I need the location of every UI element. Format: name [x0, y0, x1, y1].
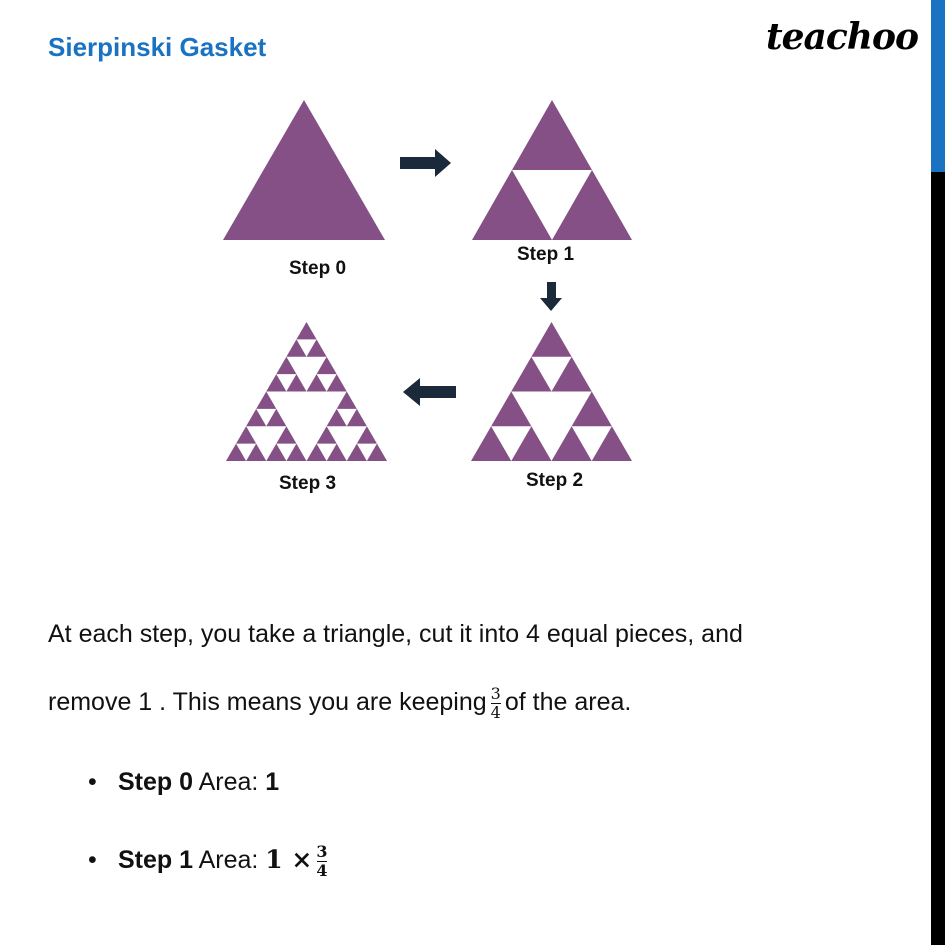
- arrow-right-icon: [400, 149, 451, 177]
- sub-triangle: [472, 170, 552, 240]
- sub-triangle: [256, 392, 276, 409]
- step-2-triangle: [471, 322, 632, 461]
- arrow-down-icon: [540, 282, 562, 311]
- sub-triangle: [226, 444, 246, 461]
- fraction-numerator: 3: [316, 842, 328, 861]
- sub-triangle: [266, 374, 286, 391]
- step-3-triangle: [226, 322, 387, 461]
- step-2-label: Step 2: [526, 470, 584, 491]
- sub-triangle: [276, 357, 296, 374]
- paragraph-line-1: At each step, you take a triangle, cut it into 4 equal pieces, and: [48, 620, 743, 648]
- step-1-triangle: [472, 100, 632, 240]
- step-0-label: Step 0: [289, 258, 347, 279]
- sub-triangle: [246, 444, 266, 461]
- sub-triangle: [266, 409, 286, 426]
- fraction-denominator: 4: [316, 861, 328, 880]
- bullet-step-0: • Step 0 Area: 1: [88, 768, 280, 796]
- bullet-value: 1: [265, 768, 280, 796]
- sub-triangle: [367, 444, 387, 461]
- fraction-three-quarters: [316, 843, 327, 880]
- sub-triangle: [531, 322, 571, 357]
- fraction-three-quarters: [491, 685, 501, 722]
- paragraph-line-2-end: of the area.: [504, 688, 632, 717]
- step-3-label: Step 3: [279, 473, 337, 494]
- sub-triangle: [512, 100, 592, 170]
- sub-triangle: [511, 357, 551, 392]
- bullet-step-1: • Step 1 Area: 1 × $\frac{3}{4}$: [88, 842, 328, 880]
- sub-triangle: [286, 374, 306, 391]
- sub-triangle: [347, 409, 367, 426]
- sub-triangle: [552, 357, 592, 392]
- step-0-triangle: [223, 100, 385, 240]
- sub-triangle: [552, 170, 632, 240]
- sub-triangle: [286, 339, 306, 356]
- sub-triangle: [236, 426, 256, 443]
- sub-triangle: [307, 444, 327, 461]
- sub-triangle: [296, 322, 316, 339]
- bullet-label: Step 0: [118, 768, 194, 796]
- sub-triangle: [491, 392, 531, 427]
- arrow-left-icon: [403, 378, 456, 406]
- sub-triangle: [471, 426, 511, 461]
- paragraph-line-2-start: remove 1 . This means you are keeping: [48, 688, 487, 717]
- sub-triangle: [223, 100, 385, 240]
- fraction-denominator: 4: [490, 703, 501, 722]
- sub-triangle: [592, 426, 632, 461]
- fraction-numerator: 3: [490, 684, 501, 703]
- sub-triangle: [307, 374, 327, 391]
- sub-triangle: [246, 409, 266, 426]
- sub-triangle: [327, 374, 347, 391]
- sub-triangle: [266, 444, 286, 461]
- sub-triangle: [511, 426, 551, 461]
- bullet-text: Area:: [193, 768, 266, 796]
- sub-triangle: [347, 444, 367, 461]
- sub-triangle: [572, 392, 612, 427]
- bullet-value: 1 ×: [265, 845, 313, 875]
- bullet-label: Step 1: [118, 846, 194, 875]
- teachoo-logo: teachoo: [766, 16, 918, 58]
- sub-triangle: [276, 426, 296, 443]
- sub-triangle: [327, 409, 347, 426]
- bullet-text: Area:: [193, 846, 266, 875]
- sub-triangle: [317, 357, 337, 374]
- page-title: Sierpinski Gasket: [48, 32, 267, 62]
- paragraph-line-2: [48, 685, 631, 722]
- sub-triangle: [286, 444, 306, 461]
- sub-triangle: [552, 426, 592, 461]
- sub-triangle: [317, 426, 337, 443]
- sub-triangle: [337, 392, 357, 409]
- sub-triangle: [307, 339, 327, 356]
- sub-triangle: [327, 444, 347, 461]
- step-1-label: Step 1: [517, 244, 575, 265]
- sub-triangle: [357, 426, 377, 443]
